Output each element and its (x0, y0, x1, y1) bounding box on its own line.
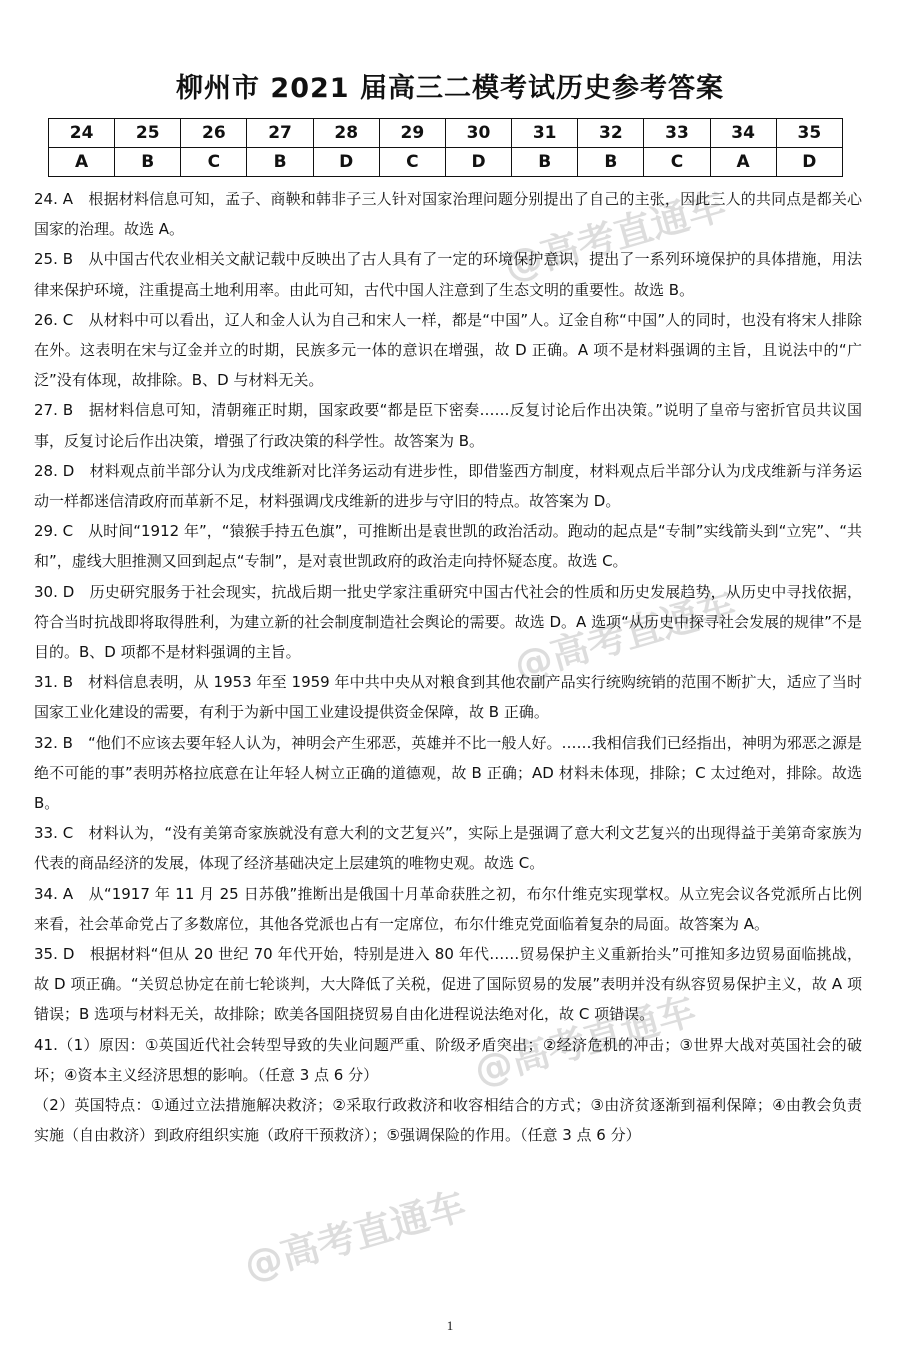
answer-letter: C (644, 148, 710, 177)
answer-letter: A (49, 148, 115, 177)
answer-letter: D (776, 148, 842, 177)
question-number: 25 (115, 119, 181, 148)
question-number: 34 (710, 119, 776, 148)
answer-letter: A (710, 148, 776, 177)
question-number: 27 (247, 119, 313, 148)
explanation-28: 28. D 材料观点前半部分认为戊戌维新对比洋务运动有进步性，即借鉴西方制度，材料观点后半部分认为戊戌维新与洋务运动一样都迷信清政府而革新不足，材料强调戊戌维新的进步与守旧的特点。故答案为 D。 (34, 461, 862, 511)
watermark: @高考直通车 (499, 183, 731, 289)
explanation-29: 29. C 从时间“1912 年”，“猿猴手持五色旗”，可推断出是袁世凯的政治活动。跑动的起点是“专制”实线箭头到“立宪”、“共和”，虚线大胆推测又回到起点“专制”，是对袁世凯政府的政治走向持怀疑态度。故选 C。 (34, 522, 862, 571)
answer-letter: C (181, 148, 247, 177)
answer-table (48, 118, 843, 177)
question-number: 35 (776, 119, 842, 148)
question-number: 33 (644, 119, 710, 148)
question-number: 30 (445, 119, 511, 148)
watermark: @高考直通车 (469, 988, 701, 1094)
watermark: @高考直通车 (239, 1183, 471, 1289)
explanation-24: 24. A 根据材料信息可知，孟子、商鞅和韩非子三人针对国家治理问题分别提出了自己的主张，因此三人的共同点是都关心国家的治理。故选 A。 (34, 190, 862, 239)
explanation-30: 30. D 历史研究服务于社会现实，抗战后期一批史学家注重研究中国古代社会的性质和历史发展趋势，从历史中寻找依据，符合当时抗战即将取得胜利，为建立新的社会制度制造社会舆论的需要。故选 D。A 选项“从历史中探寻社会发展的规律”不是目的。B、D 项都不是材料强调的主旨。 (34, 582, 862, 662)
answer-table-number-row (49, 119, 843, 148)
question-number: 29 (379, 119, 445, 148)
answer-letter: B (115, 148, 181, 177)
explanations (34, 184, 862, 1151)
explanation-34: 34. A 从“1917 年 11 月 25 日苏俄”推断出是俄国十月革命获胜之初，布尔什维克实现掌权。从立宪会议各党派所占比例来看，社会革命党占了多数席位，其他各党派也占有一定席位，布尔什维克党面临着复杂的局面。故答案为 A。 (34, 884, 862, 933)
answer-letter: D (313, 148, 379, 177)
explanation-27: 27. B 据材料信息可知，清朝雍正时期，国家政要“都是臣下密奏……反复讨论后作出决策。”说明了皇帝与密折官员共议国事，反复讨论后作出决策，增强了行政决策的科学性。故答案为 B。 (34, 401, 862, 450)
explanation-35: 35. D 根据材料“但从 20 世纪 70 年代开始，特别是进入 80 年代……贸易保护主义重新抬头”可推知多边贸易面临挑战，故 D 项正确。“关贸总协定在前七轮谈判，大大降低了关税，促进了国际贸易的发展”表明并没有纵容贸易保护主义，故 A 项错误；B 选项与材料无关，故排除；欧美各国阻挠贸易自由化进程说法绝对化，故 C 项错误。 (34, 945, 862, 1024)
explanation-31: 31. B 材料信息表明，从 1953 年至 1959 年中共中央从对粮食到其他农副产品实行统购统销的范围不断扩大，适应了当时国家工业化建设的需要，有利于为新中国工业建设提供资金保障，故 B 正确。 (34, 673, 862, 722)
answer-letter: B (578, 148, 644, 177)
page-number: 1 (446, 1318, 454, 1333)
explanation-25: 25. B 从中国古代农业相关文献记载中反映出了古人具有了一定的环境保护意识，提出了一系列环境保护的具体措施，用法律来保护环境，注重提高土地利用率。由此可知，古代中国人注意到了生态文明的重要性。故选 B。 (34, 250, 862, 299)
question-number: 28 (313, 119, 379, 148)
page-title: 柳州市 2021 届高三二模考试历史参考答案 (176, 73, 724, 104)
question-number: 32 (578, 119, 644, 148)
explanation-33: 33. C 材料认为，“没有美第奇家族就没有意大利的文艺复兴”，实际上是强调了意大利文艺复兴的出现得益于美第奇家族为代表的商品经济的发展，体现了经济基础决定上层建筑的唯物史观。故选 C。 (34, 824, 862, 873)
explanation-26: 26. C 从材料中可以看出，辽人和金人认为自己和宋人一样，都是“中国”人。辽金自称“中国”人的同时，也没有将宋人排除在外。这表明在宋与辽金并立的时期，民族多元一体的意识在增强，故 D 正确。A 项不是材料强调的主旨，且说法中的“广泛”没有体现，故排除。B、D 与材料无关。 (34, 310, 862, 390)
answer-letter: B (512, 148, 578, 177)
answer-letter: D (445, 148, 511, 177)
question-number: 31 (512, 119, 578, 148)
answer-letter: B (247, 148, 313, 177)
watermark: @高考直通车 (509, 583, 741, 689)
question-number: 24 (49, 119, 115, 148)
explanation-32: 32. B “他们不应该去要年轻人认为，神明会产生邪恶，英雄并不比一般人好。……我相信我们已经指出，神明为邪恶之源是绝不可能的事”表明苏格拉底意在让年轻人树立正确的道德观，故 B 正确；AD 材料未体现，排除；C 太过绝对，排除。故选 B。 (34, 733, 862, 813)
explanation-41-part2: （2）英国特点：①通过立法措施解决救济；②采取行政救济和收容相结合的方式；③由济贫逐渐到福利保障；④由教会负责实施（自由救济）到政府组织实施（政府干预救济）；⑤强调保险的作用。（任意 3 点 6 分） (34, 1096, 862, 1145)
explanation-41-part1: 41.（1）原因：①英国近代社会转型导致的失业问题严重、阶级矛盾突出；②经济危机的冲击；③世界大战对英国社会的破坏；④资本主义经济思想的影响。（任意 3 点 6 分） (34, 1035, 862, 1084)
answer-letter: C (379, 148, 445, 177)
question-number: 26 (181, 119, 247, 148)
answer-table-answer-row (49, 148, 843, 177)
